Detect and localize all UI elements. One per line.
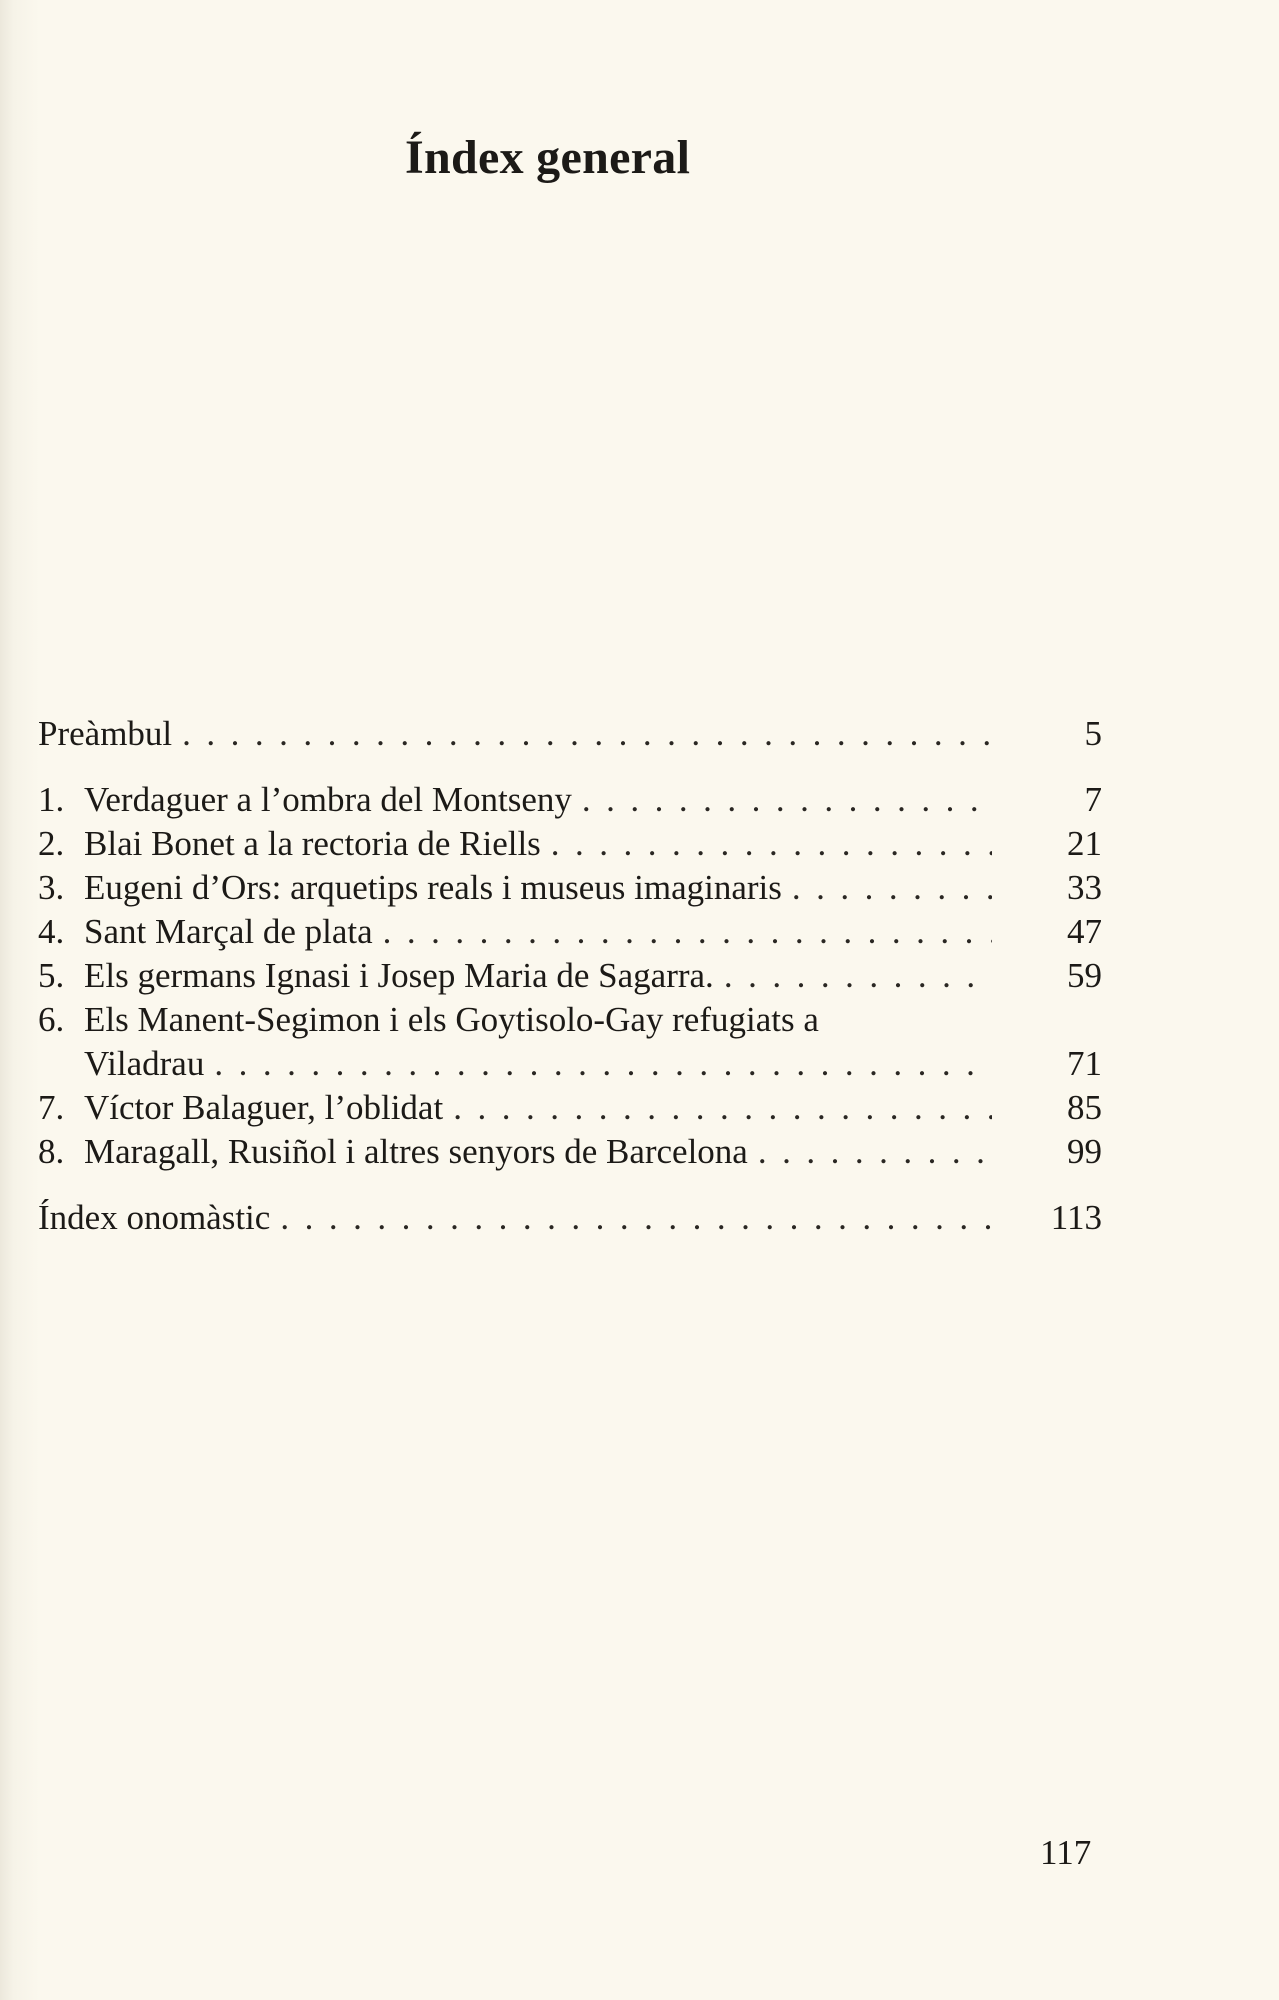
page-title: Índex general [405, 131, 691, 184]
dot-leader [572, 778, 992, 822]
toc-entry-title: Blai Bonet a la rectoria de Riells [84, 824, 541, 863]
toc-entry-chapter-3[interactable] [38, 866, 1102, 910]
chapter-number: 1. [38, 780, 65, 819]
toc-page-number: 33 [1067, 868, 1102, 907]
toc-entry-chapter-5[interactable] [38, 954, 1102, 998]
toc-page-number: 99 [1067, 1132, 1102, 1171]
toc-entry-chapter-2[interactable] [38, 822, 1102, 866]
dot-leader [172, 712, 992, 756]
dot-leader [748, 1130, 992, 1174]
dot-leader [714, 954, 992, 998]
toc-entry-chapter-6[interactable] [38, 998, 1102, 1042]
toc-entry-preamble[interactable] [38, 712, 1102, 756]
dot-leader [373, 910, 992, 954]
dot-leader [270, 1196, 992, 1240]
toc-page-number: 21 [1067, 824, 1102, 863]
toc-entry-chapter-4[interactable] [38, 910, 1102, 954]
toc-page-number: 113 [1050, 1198, 1102, 1237]
toc-page-number: 7 [1084, 780, 1102, 819]
toc-entry-chapter-1[interactable] [38, 778, 1102, 822]
toc-page-number: 59 [1067, 956, 1102, 995]
chapter-number: 5. [38, 956, 65, 995]
toc-entry-title: Maragall, Rusiñol i altres senyors de Barcelona [84, 1132, 748, 1171]
toc-page-number: 85 [1067, 1088, 1102, 1127]
dot-leader [541, 822, 992, 866]
chapter-number: 4. [38, 912, 65, 951]
toc-entry-chapter-7[interactable] [38, 1086, 1102, 1130]
toc-page-number: 47 [1067, 912, 1102, 951]
toc-entry-title: Índex onomàstic [38, 1198, 271, 1237]
toc-entry-title: Eugeni d’Ors: arquetips reals i museus imaginaris [84, 868, 782, 907]
chapter-number: 2. [38, 824, 65, 863]
page-folio-number: 117 [1040, 1833, 1092, 1872]
chapter-number: 7. [38, 1088, 65, 1127]
toc-entry-title: Els Manent-Segimon i els Goytisolo-Gay refugiats a [84, 1000, 819, 1039]
toc-entry-title: Víctor Balaguer, l’oblidat [84, 1088, 444, 1127]
chapter-number: 6. [38, 1000, 65, 1039]
toc-entry-title: Preàmbul [38, 714, 173, 753]
dot-leader [204, 1042, 992, 1086]
toc-page-number: 71 [1067, 1044, 1102, 1083]
toc-entry-chapter-6-continued[interactable] [38, 1042, 1102, 1086]
chapter-number: 8. [38, 1132, 65, 1171]
table-of-contents [38, 712, 1102, 1240]
dot-leader [443, 1086, 992, 1130]
toc-entry-title: Verdaguer a l’ombra del Montseny [84, 780, 572, 819]
toc-entry-chapter-8[interactable] [38, 1130, 1102, 1174]
dot-leader [782, 866, 992, 910]
toc-entry-index[interactable] [38, 1196, 1102, 1240]
toc-entry-title: Sant Marçal de plata [84, 912, 373, 951]
toc-entry-title: Els germans Ignasi i Josep Maria de Sagarra. [84, 956, 714, 995]
chapter-number: 3. [38, 868, 65, 907]
toc-entry-title-continued: Viladrau [84, 1044, 205, 1083]
toc-page-number: 5 [1084, 714, 1102, 753]
